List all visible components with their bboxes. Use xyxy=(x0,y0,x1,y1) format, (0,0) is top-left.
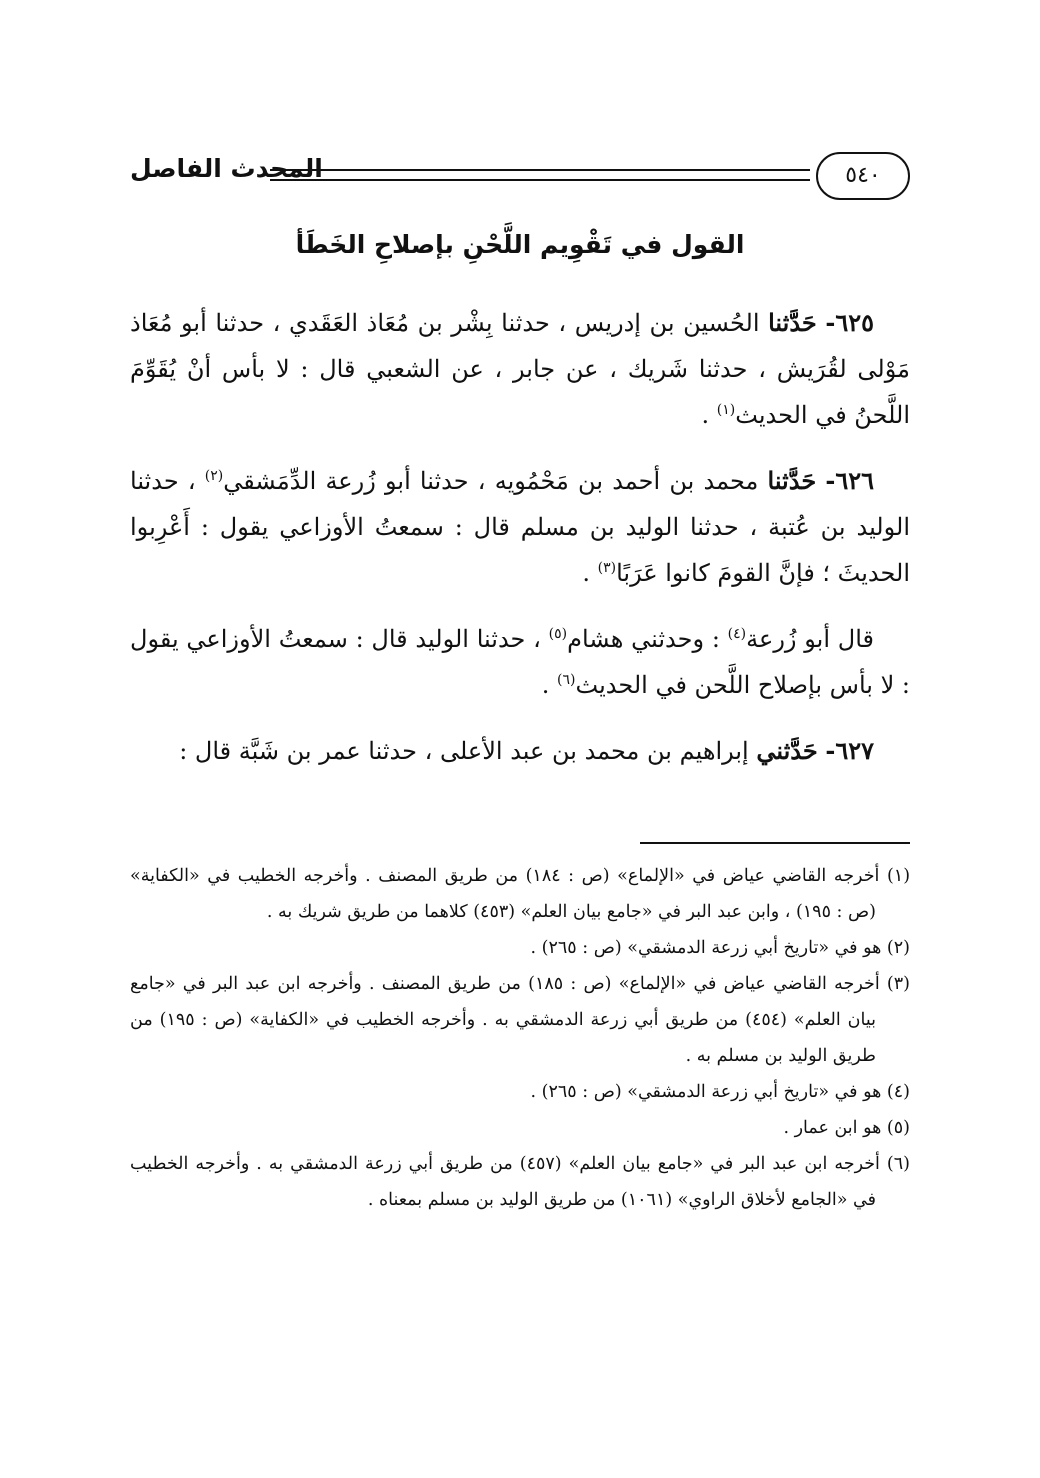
paragraph-text: الحُسين بن إدريس ، حدثنا بِشْر بن مُعَاذ العَقَدي ، حدثنا أبو مُعَاذ مَوْلى لقُرَيش ، حدثنا شَريك ، عن جابر ، عن الشعبي قال : لا بأس أنْ يُقَوِّمَ اللَّحنُ في الحديث xyxy=(130,309,910,429)
hadith-number: ٦٢٧- xyxy=(825,736,874,765)
header-double-rule xyxy=(270,169,810,181)
paragraph-text: : وحدثني هشام xyxy=(567,625,728,653)
footnote-ref: (١) xyxy=(716,402,736,418)
narration-keyword: حَدَّثنا xyxy=(767,466,817,495)
paragraph-625 xyxy=(130,300,910,438)
paragraph-626 xyxy=(130,458,910,596)
book-title: المحدث الفاصل xyxy=(130,154,323,183)
paragraph-text: . xyxy=(541,671,558,699)
footnote-3: (٣) أخرجه القاضي عياض في «الإلماع» (ص : ١٨٥) من طريق المصنف . وأخرجه ابن عبد البر في «جامع بيان العلم» (٤٥٤) من طريق أبي زرعة الدمشقي به . وأخرجه الخطيب في «الكفاية» (ص : ١٩٥) من طريق الوليد بن مسلم به . xyxy=(130,974,910,1066)
paragraph-text: ، حدثنا الوليد قال : سمعتُ الأوزاعي يقول : لا بأس بإصلاح اللَّحن في الحديث xyxy=(130,625,910,699)
main-text xyxy=(130,300,910,794)
narration-keyword: حَدَّثنا xyxy=(768,308,817,337)
paragraph-text: محمد بن أحمد بن مَحْمُويه ، حدثنا أبو زُرعة الدِّمَشقي xyxy=(223,467,768,495)
page-header xyxy=(130,152,910,210)
footnote-ref: (٥) xyxy=(548,626,568,642)
footnote-6: (٦) أخرجه ابن عبد البر في «جامع بيان العلم» (٤٥٧) من طريق أبي زرعة الدمشقي به . وأخرجه الخطيب في «الجامع لأخلاق الراوي» (١٠٦١) من طريق الوليد بن مسلم بمعناه . xyxy=(130,1154,910,1210)
section-title: القول في تَقْوِيم اللَّحْنِ بإصلاحِ الخَطَأ xyxy=(295,230,745,259)
paragraph-text: قال أبو زُرعة xyxy=(746,625,874,653)
footnote-4: (٤) هو في «تاريخ أبي زرعة الدمشقي» (ص : ٢٦٥) . xyxy=(530,1082,910,1102)
paragraph-text: . xyxy=(701,401,717,429)
footnotes xyxy=(130,858,910,1218)
paragraph-text: . xyxy=(582,559,598,587)
paragraph-627 xyxy=(130,728,910,774)
footnote-divider xyxy=(640,842,910,844)
paragraph-abu-zura xyxy=(130,616,910,708)
hadith-number: ٦٢٥- xyxy=(825,308,874,337)
footnote-ref: (٦) xyxy=(557,672,576,688)
footnote-1: (١) أخرجه القاضي عياض في «الإلماع» (ص : ١٨٤) من طريق المصنف . وأخرجه الخطيب في «الكفاية» (ص : ١٩٥) ، وابن عبد البر في «جامع بيان العلم» (٤٥٣) كلاهما من طريق شريك به . xyxy=(130,866,911,922)
hadith-number: ٦٢٦- xyxy=(825,466,874,495)
paragraph-text: إبراهيم بن محمد بن عبد الأعلى ، حدثنا عمر بن شَبَّة قال : xyxy=(179,737,757,765)
footnote-ref: (٣) xyxy=(597,560,617,576)
footnote-ref: (٢) xyxy=(204,468,224,484)
footnote-ref: (٤) xyxy=(727,626,747,642)
footnote-5: (٥) هو ابن عمار . xyxy=(783,1118,910,1138)
paragraph-text: ، حدثنا الوليد بن عُتبة ، حدثنا الوليد بن مسلم قال : سمعتُ الأوزاعي يقول : أَعْرِبوا الحديثَ ؛ فإنَّ القومَ كانوا عَرَبًا xyxy=(130,467,910,587)
narration-keyword: حَدَّثني xyxy=(756,736,818,765)
page-number: ٥٤٠ xyxy=(816,152,910,200)
footnote-2: (٢) هو في «تاريخ أبي زرعة الدمشقي» (ص : ٢٦٥) . xyxy=(530,938,910,958)
